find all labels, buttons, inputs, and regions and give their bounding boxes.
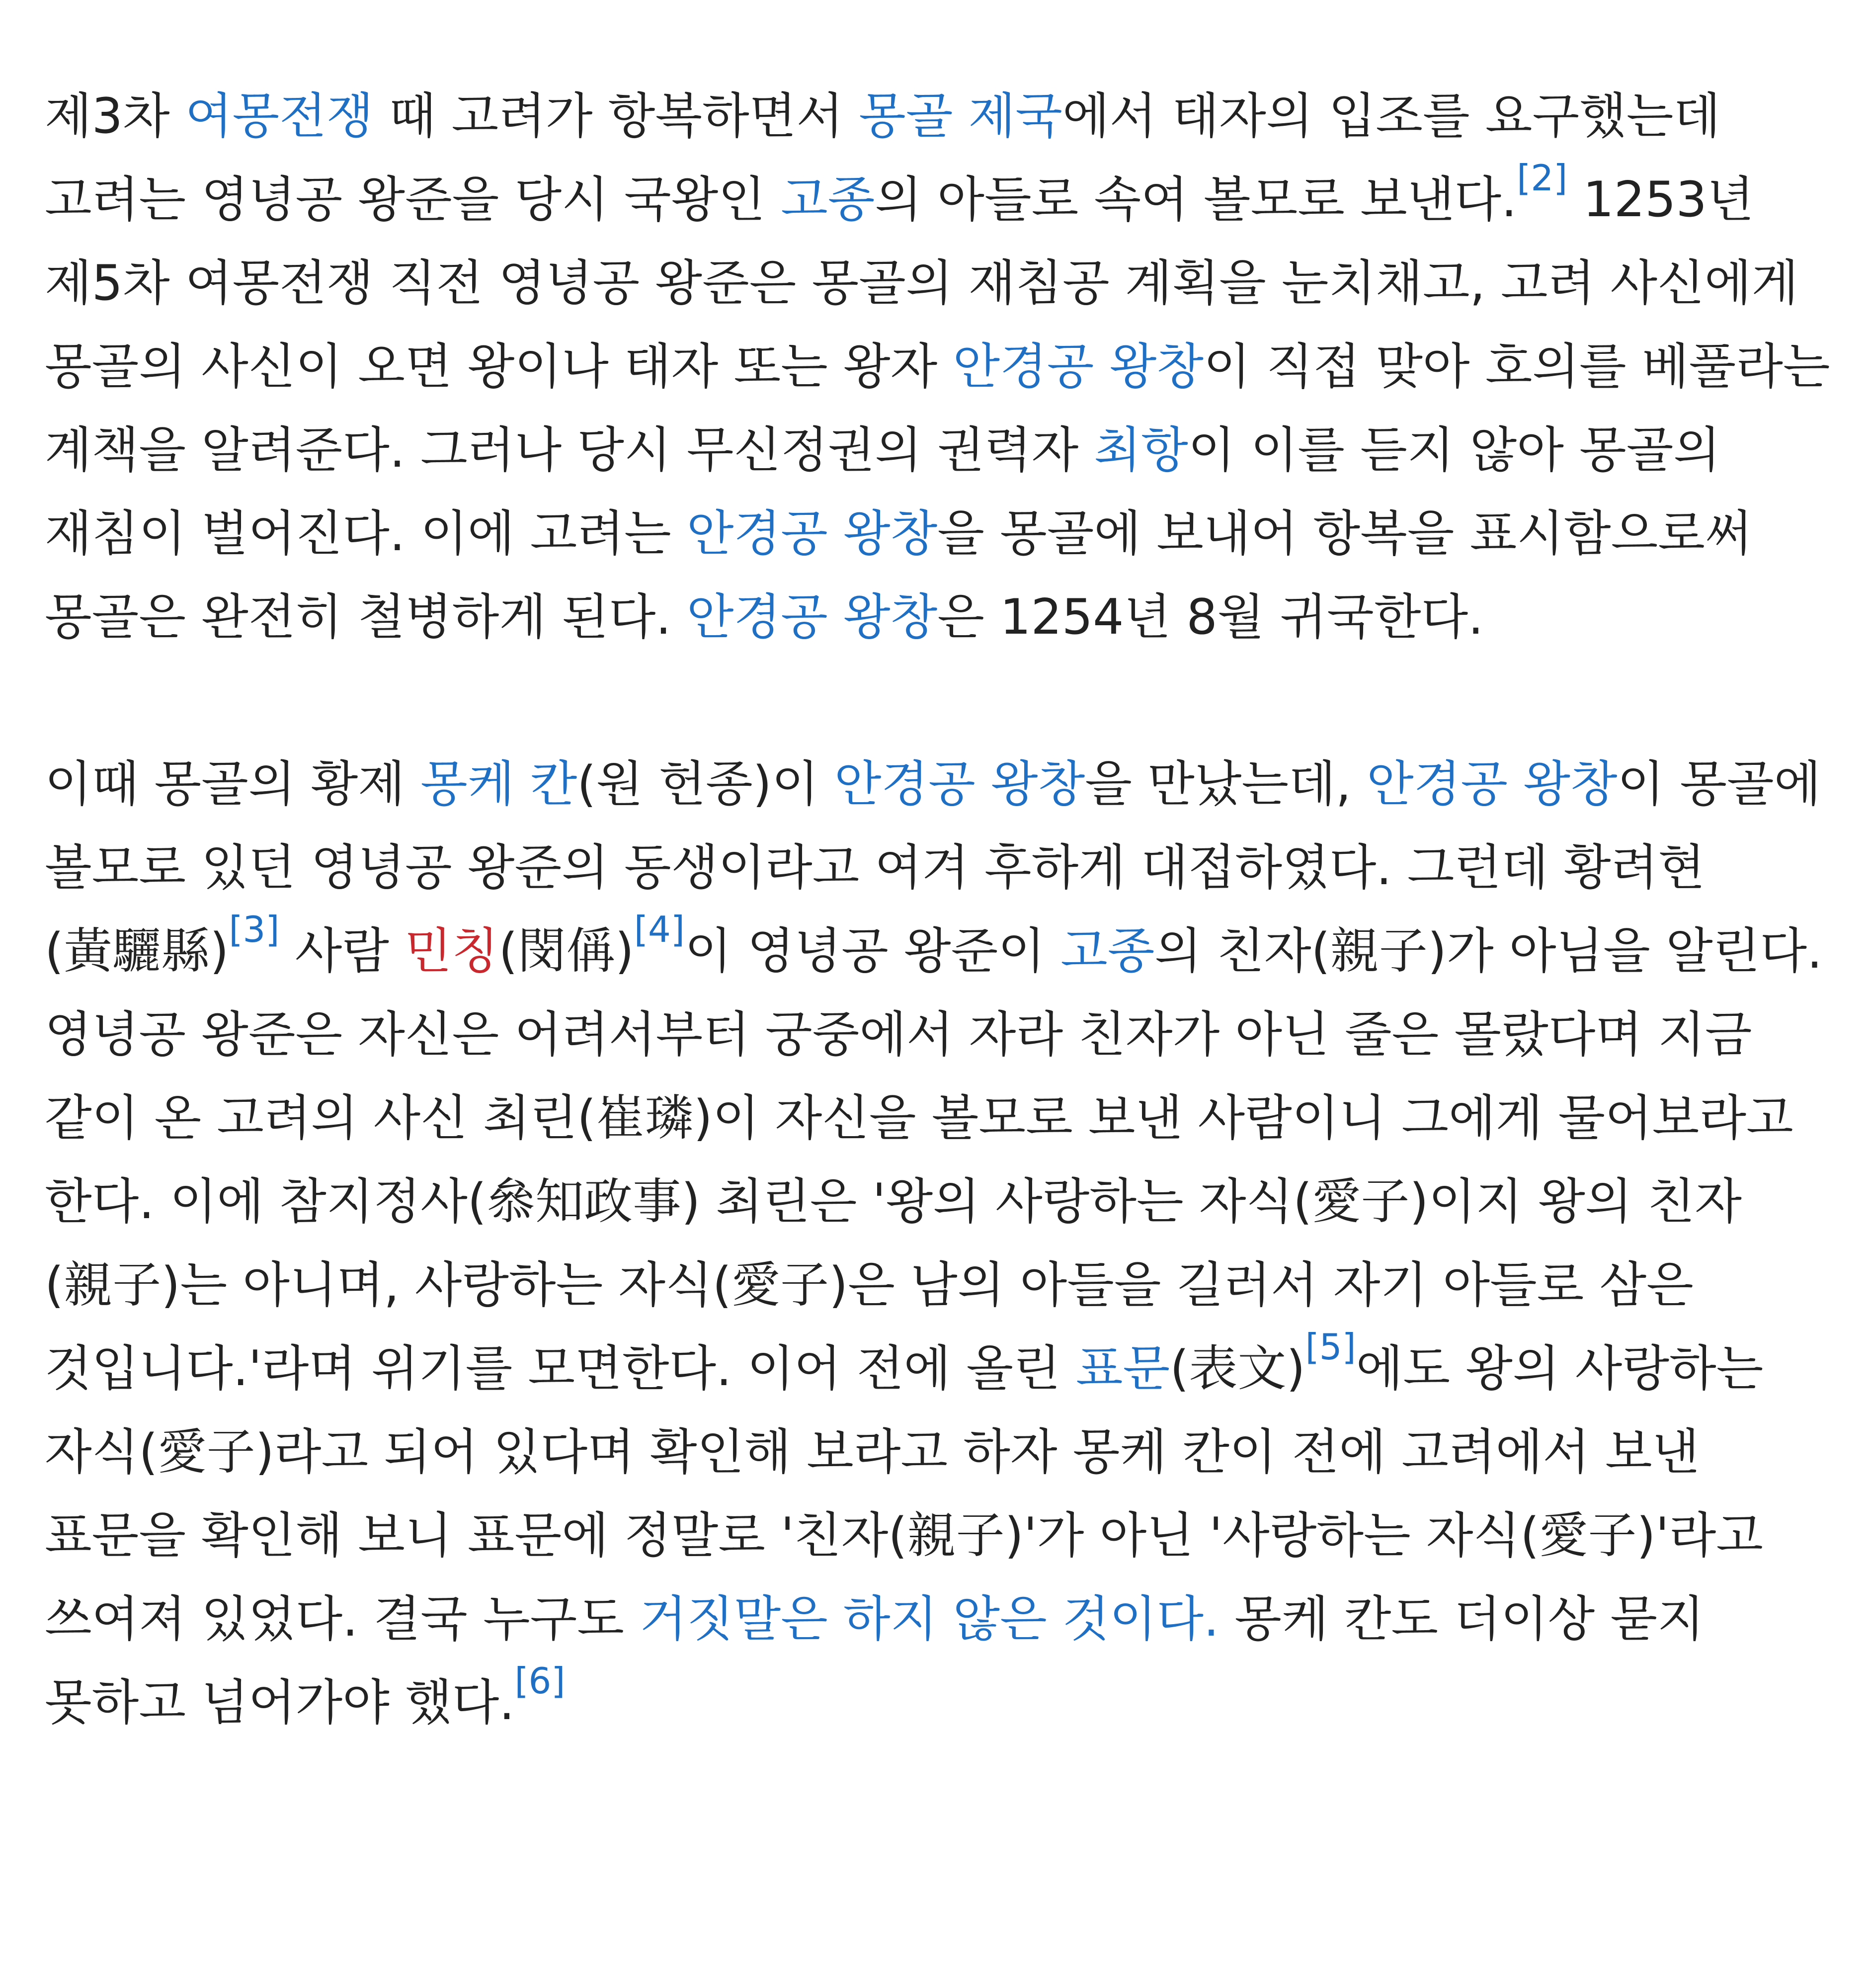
text-run: 의 친자(親子)가 아님을 알린다. 영녕공 왕준은 자신은 어려서부터 궁중에서 자라 친자가 아닌 줄은 몰랐다며 지금 같이 온 고려의 사신 최린(崔璘)이 자신을 볼모로 보낸 사람이니 그에게 물어보라고 한다. 이에 참지정사(叅知政事) 최린은 '왕의 사랑하는 자식(愛子)이지 왕의 친자(親子)는 아니며, 사랑하는 자식(愛子)은 남의 아들을 길러서 자기 아들로 삼은 것입니다.'라며 위기를 모면한다. 이어 전에 올린: [45, 923, 1823, 1397]
link-gojong[interactable]: 고종: [1060, 923, 1155, 980]
text-run: 사람: [279, 923, 405, 980]
link-pyomun[interactable]: 표문: [1075, 1340, 1170, 1397]
text-run: 1253년 제5차 여몽전쟁 직전 영녕공 왕준은 몽골의 재침공 계획을 눈치채고, 고려 사신에게 몽골의 사신이 오면 왕이나 태자 또는 왕자: [45, 171, 1799, 395]
text-run: (원 헌종)이: [577, 756, 834, 813]
text-run: 은 1254년 8월 귀국한다.: [937, 589, 1484, 646]
reference-2[interactable]: [1517, 157, 1567, 199]
link-angyeonggong-wangchang[interactable]: 안경공 왕창: [1367, 756, 1618, 813]
reference-5[interactable]: [1305, 1326, 1356, 1368]
paragraph-2: [45, 743, 1844, 1744]
reference-3-link[interactable]: [3]: [229, 909, 280, 950]
link-gojong[interactable]: 고종: [781, 171, 875, 228]
link-angyeonggong-wangchang[interactable]: 안경공 왕창: [953, 338, 1204, 395]
text-run: 제3차: [45, 88, 185, 145]
link-angyeonggong-wangchang[interactable]: 안경공 왕창: [686, 589, 938, 646]
text-run: 몽케 칸도 더이상 묻지 못하고 넘어가야 했다.: [45, 1591, 1705, 1731]
link-yeomong-war[interactable]: 여몽전쟁: [185, 88, 374, 145]
paragraph-1: [45, 75, 1844, 659]
text-run: 이 이를 듣지 않아 몽골의 재침이 벌어진다. 이에 고려는: [45, 422, 1721, 562]
text-run: 이때 몽골의 황제: [45, 756, 421, 813]
link-angyeonggong-wangchang[interactable]: 안경공 왕창: [834, 756, 1085, 813]
text-run: 이 직접 맞아 호의를 베풀라는 계책을 알려준다. 그러나 당시 무신정권의 권력자: [45, 338, 1830, 479]
text-run: 을 몽골에 보내어 항복을 표시함으로써 몽골은 완전히 철병하게 된다.: [45, 505, 1752, 646]
reference-3[interactable]: [229, 909, 279, 950]
link-angyeonggong-wangchang[interactable]: 안경공 왕창: [686, 505, 938, 562]
link-minching[interactable]: 민칭: [405, 923, 499, 980]
text-run: 을 만났는데,: [1085, 756, 1367, 813]
text-run: 때 고려가 항복하면서: [373, 88, 859, 145]
link-mongke-khan[interactable]: 몽케 칸: [420, 756, 577, 813]
article-body: [45, 75, 1844, 1744]
text-run: (閔偁): [498, 923, 634, 980]
reference-4-link[interactable]: [4]: [634, 909, 685, 950]
link-choehang[interactable]: 최항: [1094, 422, 1188, 479]
text-run: 에도 왕의 사랑하는 자식(愛子)라고 되어 있다며 확인해 보라고 하자 몽케 칸이 전에 고려에서 보낸 표문을 확인해 보니 표문에 정말로 '친자(親子)'가 아닌 '사랑하는 자식(愛子)'라고 쓰여져 있었다. 결국 누구도: [45, 1340, 1764, 1648]
reference-6-link[interactable]: [6]: [514, 1660, 566, 1702]
reference-2-link[interactable]: [2]: [1517, 157, 1568, 199]
reference-4[interactable]: [634, 909, 685, 950]
link-no-one-lied[interactable]: 거짓말은 하지 않은 것이다.: [640, 1591, 1220, 1648]
text-run: (表文): [1170, 1340, 1305, 1397]
link-mongol-empire[interactable]: 몽골 제국: [859, 88, 1062, 145]
reference-6[interactable]: [514, 1660, 565, 1702]
text-run: 이 영녕공 왕준이: [684, 923, 1061, 980]
text-run: 에서 태자의 입조를 요구했는데 고려는 영녕공 왕준을 당시 국왕인: [45, 88, 1721, 228]
reference-5-link[interactable]: [5]: [1305, 1326, 1356, 1368]
text-run: 의 아들로 속여 볼모로 보낸다.: [875, 171, 1517, 228]
text-run: 이 몽골에 볼모로 있던 영녕공 왕준의 동생이라고 여겨 후하게 대접하였다. 그런데 황려현(黃驪縣): [45, 756, 1821, 980]
